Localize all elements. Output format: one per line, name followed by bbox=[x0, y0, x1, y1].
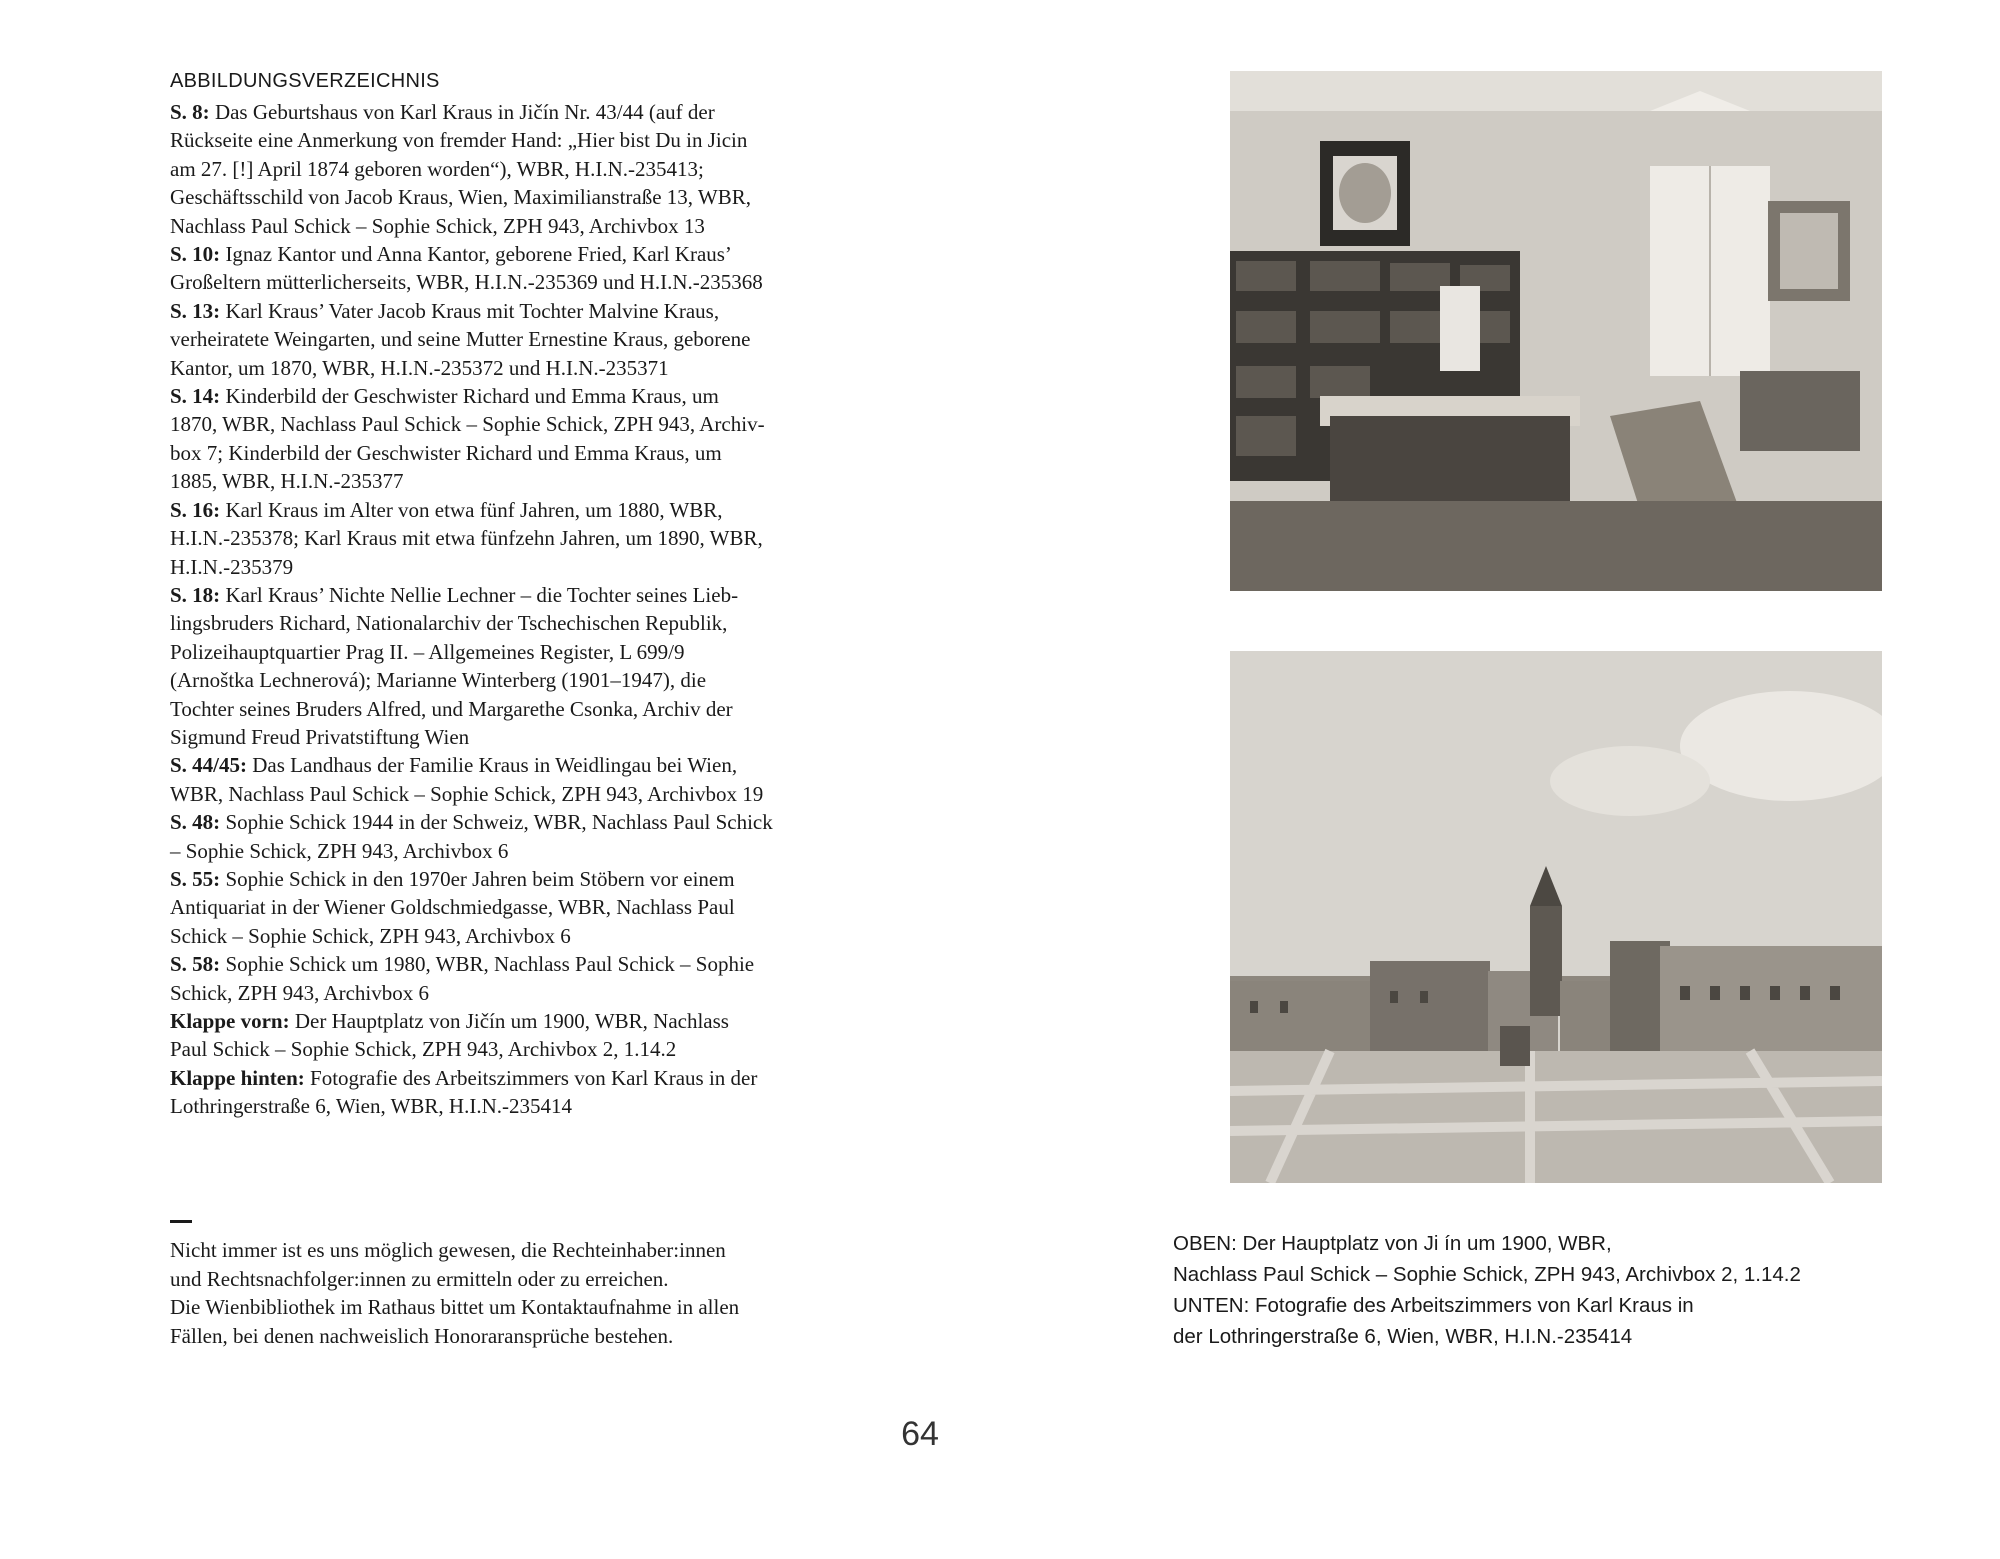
entry-line: Geschäftsschild von Jacob Kraus, Wien, Maximilianstraße 13, WBR, bbox=[170, 185, 752, 210]
page-reference: S. 13: bbox=[170, 298, 221, 323]
section-divider bbox=[170, 1220, 192, 1223]
page-reference: Klappe vorn: bbox=[170, 1009, 290, 1033]
note-line: und Rechtsnachfolger:innen zu ermitteln oder zu erreichen. bbox=[170, 1266, 669, 1291]
entry-line: Antiquariat in der Wiener Goldschmiedgasse, WBR, Nachlass Paul bbox=[170, 895, 735, 920]
study-room-photo bbox=[1230, 71, 1882, 591]
entry-line: H.I.N.-235378; Karl Kraus mit etwa fünfzehn Jahren, um 1890, WBR, bbox=[170, 526, 763, 551]
figure-entry bbox=[170, 496, 870, 581]
entry-line: WBR, Nachlass Paul Schick – Sophie Schick, ZPH 943, Archivbox 19 bbox=[170, 781, 764, 806]
caption-line: Nachlass Paul Schick – Sophie Schick, ZPH 943, Archivbox 2, 1.14.2 bbox=[1173, 1263, 1801, 1286]
entry-line: Polizeihauptquartier Prag II. – Allgemeines Register, L 699/9 bbox=[170, 639, 685, 664]
entry-line: Sophie Schick 1944 in der Schweiz, WBR, Nachlass Paul Schick bbox=[225, 810, 773, 835]
note-line: Nicht immer ist es uns möglich gewesen, die Rechteinhaber:innen bbox=[170, 1238, 726, 1262]
note-line: Die Wienbibliothek im Rathaus bittet um Kontaktaufnahme in allen bbox=[170, 1295, 740, 1320]
entry-line: box 7; Kinderbild der Geschwister Richard und Emma Kraus, um bbox=[170, 440, 722, 465]
entry-line: Paul Schick – Sophie Schick, ZPH 943, Archivbox 2, 1.14.2 bbox=[170, 1037, 677, 1062]
page-reference: S. 8: bbox=[170, 100, 210, 124]
page-reference: S. 58: bbox=[170, 952, 221, 977]
entry-line: verheiratete Weingarten, und seine Mutter Ernestine Kraus, geborene bbox=[170, 327, 751, 352]
entry-line: Nachlass Paul Schick – Sophie Schick, ZPH 943, Archivbox 13 bbox=[170, 213, 705, 238]
figure-entry bbox=[170, 382, 870, 496]
entry-line: Tochter seines Bruders Alfred, und Margarethe Csonka, Archiv der bbox=[170, 696, 733, 721]
note-line: Fällen, bei denen nachweislich Honoraransprüche bestehen. bbox=[170, 1323, 674, 1348]
entry-line: Lothringerstraße 6, Wien, WBR, H.I.N.-235414 bbox=[170, 1094, 572, 1119]
figure-entry bbox=[170, 808, 870, 865]
figure-entry bbox=[170, 865, 870, 950]
page-reference: S. 55: bbox=[170, 866, 221, 891]
copyright-note bbox=[170, 1236, 870, 1350]
section-heading: ABBILDUNGSVERZEICHNIS bbox=[170, 70, 440, 92]
entry-line: Sophie Schick um 1980, WBR, Nachlass Paul Schick – Sophie bbox=[225, 952, 755, 977]
town-square-illustration bbox=[1230, 651, 1882, 1183]
entry-line: (Arnoštka Lechnerová); Marianne Winterberg (1901–1947), die bbox=[170, 668, 707, 693]
page-reference: S. 16: bbox=[170, 497, 221, 522]
figure-entry bbox=[170, 950, 870, 1007]
page-reference: S. 18: bbox=[170, 582, 221, 607]
figure-entry bbox=[170, 751, 870, 808]
entry-line: Karl Kraus’ Nichte Nellie Lechner – die Tochter seines Lieb- bbox=[225, 582, 739, 607]
entry-line: lingsbruders Richard, Nationalarchiv der Tschechischen Republik, bbox=[170, 611, 728, 636]
entry-line: Ignaz Kantor und Anna Kantor, geborene Fried, Karl Kraus’ bbox=[225, 242, 732, 267]
entry-line: 1885, WBR, H.I.N.-235377 bbox=[170, 469, 404, 494]
page-reference: S. 14: bbox=[170, 384, 221, 409]
entry-line: Das Geburtshaus von Karl Kraus in Jičín Nr. 43/44 (auf der bbox=[214, 100, 715, 124]
figure-entry bbox=[170, 1064, 870, 1121]
entry-line: Das Landhaus der Familie Kraus in Weidlingau bei Wien, bbox=[252, 753, 738, 778]
caption-line: der Lothringerstraße 6, Wien, WBR, H.I.N.-235414 bbox=[1173, 1325, 1633, 1348]
figure-entry bbox=[170, 98, 870, 240]
study-room-illustration bbox=[1230, 71, 1882, 591]
caption-line: UNTEN: Fotografie des Arbeitszimmers von Karl Kraus in bbox=[1173, 1294, 1694, 1317]
entry-line: am 27. [!] April 1874 geboren worden“), WBR, H.I.N.-235413; bbox=[170, 156, 704, 181]
entry-line: Fotografie des Arbeitszimmers von Karl Kraus in der bbox=[310, 1065, 758, 1090]
page-reference: S. 48: bbox=[170, 810, 221, 835]
caption-line: OBEN: Der Hauptplatz von Ji ín um 1900, WBR, bbox=[1173, 1232, 1612, 1255]
page-reference: S. 44/45: bbox=[170, 753, 248, 778]
entry-line: 1870, WBR, Nachlass Paul Schick – Sophie Schick, ZPH 943, Archiv- bbox=[170, 412, 765, 437]
photo-caption bbox=[1173, 1228, 1973, 1352]
figure-entry bbox=[170, 1007, 870, 1064]
page-reference: Klappe hinten: bbox=[170, 1065, 305, 1090]
entry-line: Rückseite eine Anmerkung von fremder Hand: „Hier bist Du in Jicin bbox=[170, 128, 748, 153]
entry-line: Kinderbild der Geschwister Richard und Emma Kraus, um bbox=[225, 384, 719, 409]
entry-line: Karl Kraus’ Vater Jacob Kraus mit Tochter Malvine Kraus, bbox=[225, 298, 720, 323]
entry-line: Karl Kraus im Alter von etwa fünf Jahren, um 1880, WBR, bbox=[225, 497, 723, 522]
figure-entry bbox=[170, 240, 870, 297]
entry-line: Schick, ZPH 943, Archivbox 6 bbox=[170, 980, 429, 1005]
entry-line: Sophie Schick in den 1970er Jahren beim Stöbern vor einem bbox=[225, 866, 735, 891]
figure-list bbox=[170, 98, 870, 1121]
entry-line: Großeltern mütterlicherseits, WBR, H.I.N.-235369 und H.I.N.-235368 bbox=[170, 270, 763, 295]
entry-line: – Sophie Schick, ZPH 943, Archivbox 6 bbox=[170, 838, 509, 863]
page-reference: S. 10: bbox=[170, 242, 221, 267]
entry-line: H.I.N.-235379 bbox=[170, 554, 294, 579]
figure-entry bbox=[170, 297, 870, 382]
entry-line: Schick – Sophie Schick, ZPH 943, Archivbox 6 bbox=[170, 923, 571, 948]
entry-line: Sigmund Freud Privatstiftung Wien bbox=[170, 724, 470, 749]
town-square-photo bbox=[1230, 651, 1882, 1183]
entry-line: Der Hauptplatz von Jičín um 1900, WBR, Nachlass bbox=[294, 1009, 729, 1033]
page-number: 64 bbox=[901, 1415, 939, 1453]
entry-line: Kantor, um 1870, WBR, H.I.N.-235372 und H.I.N.-235371 bbox=[170, 355, 669, 380]
figure-entry bbox=[170, 581, 870, 751]
